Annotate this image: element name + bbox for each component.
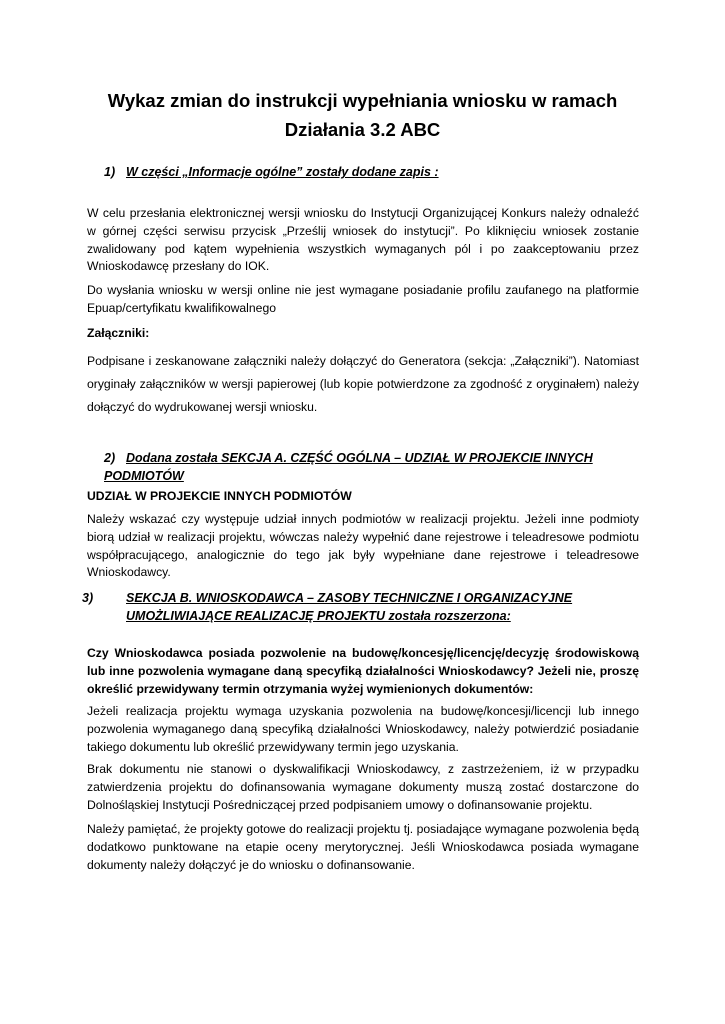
section-3-paragraph-2: Brak dokumentu nie stanowi o dyskwalifikacji Wnioskodawcy, z zastrzeżeniem, iż w przypadku zatwierdzenia projektu do dofinansowania wymagane dokumenty muszą zostać dostarczone do Dolnośląskiej Instytucji Pośredniczącej przed podpisaniem umowy o dofinansowanie projektu.: [87, 762, 639, 812]
section-2-paragraph-1: Należy wskazać czy występuje udział innych podmiotów w realizacji projektu. Jeżeli inne podmioty biorą udział w realizacji projektu, wówczas należy wypełnić dane rejestrowe i teleadresowe podmiotu współpracującego, analogicznie do tego jak były wypełniane dane rejestrowe i teleadresowe Wnioskodawcy.: [87, 512, 639, 580]
section-1-heading: [104, 163, 644, 181]
section-3-number: 3): [82, 591, 94, 605]
section-2-heading-text: Dodana została SEKCJA A. CZĘŚĆ OGÓLNA – UDZIAŁ W PROJEKCIE INNYCH PODMIOTÓW: [104, 451, 593, 483]
section-3-paragraph-1: Jeżeli realizacja projektu wymaga uzyskania pozwolenia na budowę/koncesji/licencji lub innego pozwolenia wymaganego daną specyfiką działalności Wnioskodawcy, należy potwierdzić posiadanie takiego dokumentu lub określić przewidywany termin jego uzyskania.: [87, 704, 639, 754]
section-3-heading-text: SEKCJA B. WNIOSKODAWCA – ZASOBY TECHNICZNE I ORGANIZACYJNE UMOŻLIWIAJĄCE REALIZACJĘ PROJEKTU została rozszerzona:: [126, 591, 573, 623]
section-1-heading-text: W części „Informacje ogólne” zostały dodane zapis :: [126, 165, 439, 179]
section-1-paragraph-1: W celu przesłania elektronicznej wersji wniosku do Instytucji Organizującej Konkurs należy odnaleźć w górnej części serwisu przycisk „Prześlij wniosek do instytucji”. Po kliknięciu wniosek zostanie zwalidowany pod kątem wypełnienia wszystkich wymaganych pól i po zaakceptowaniu przez Wnioskodawcę przesłany do IOK.: [87, 206, 639, 274]
section-3-question: Czy Wnioskodawca posiada pozwolenie na budowę/koncesję/licencję/decyzję środowiskową lub inne pozwolenia wymagane daną specyfiką działalności Wnioskodawcy? Jeżeli nie, proszę określić przewidywany termin otrzymania wyżej wymienionych dokumentów:: [87, 646, 639, 696]
attachments-label: Załączniki:: [87, 326, 150, 340]
section-1-paragraph-2: Do wysłania wniosku w wersji online nie jest wymagane posiadanie profilu zaufanego na platformie Epuap/certyfikatu kwalifikowalnego: [87, 283, 639, 315]
document-title: Wykaz zmian do instrukcji wypełniania wniosku w ramach Działania 3.2 ABC: [107, 90, 618, 140]
section-1-paragraph-3: Podpisane i zeskanowane załączniki należy dołączyć do Generatora (sekcja: „Załączniki”). Natomiast oryginały załączników w wersji papierowej (lub kopie potwierdzone za zgodność z oryginałem) należy dołączyć do wydrukowanej wersji wniosku.: [87, 354, 639, 414]
section-2-subheading: UDZIAŁ W PROJEKCIE INNYCH PODMIOTÓW: [87, 489, 352, 503]
section-3-paragraph-3: Należy pamiętać, że projekty gotowe do realizacji projektu tj. posiadające wymagane pozwolenia będą dodatkowo punktowane na etapie oceny merytorycznej. Jeśli Wnioskodawca posiada wymagane dokumenty należy dołączyć je do wniosku o dofinansowanie.: [87, 822, 639, 872]
section-3-heading: [82, 589, 666, 625]
section-1-number: 1): [104, 165, 116, 179]
section-2-number: 2): [104, 451, 116, 465]
section-2-heading: [104, 449, 644, 485]
